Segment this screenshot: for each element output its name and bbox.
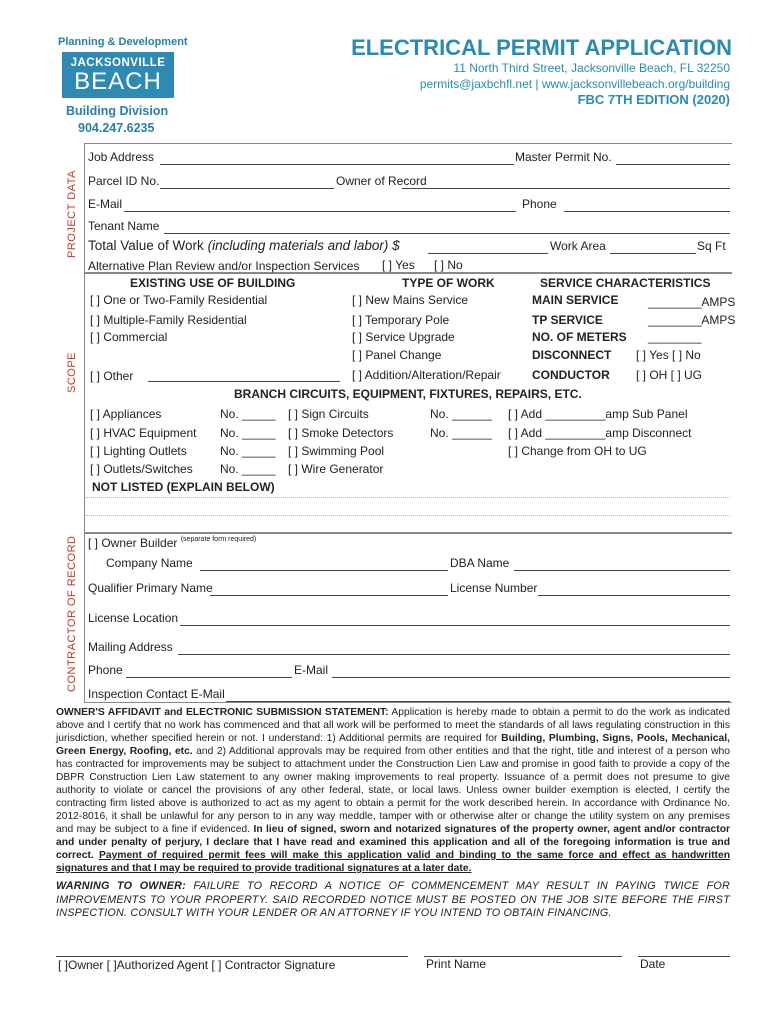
logo-line2: BEACH [74, 68, 162, 95]
tenant-name-label: Tenant Name [88, 219, 160, 233]
signature-role-label: [ ]Owner [ ]Authorized Agent [ ] Contractor Signature [58, 958, 336, 972]
main-service-label: MAIN SERVICE [532, 293, 619, 307]
work-area-input[interactable] [610, 253, 696, 254]
affidavit-permit-types: Building, Plumbing, Signs, Pools, Mechanical, Green Energy, Roofing, etc. [56, 733, 730, 757]
master-permit-label: Master Permit No. [515, 150, 612, 164]
office-contact: permits@jaxbchfl.net | www.jacksonvillebeach.org/building [419, 77, 730, 91]
city-logo [62, 52, 174, 98]
work-type-option[interactable]: [ ] New Mains Service [352, 293, 469, 307]
project-phone-label: Phone [522, 197, 557, 211]
master-permit-input[interactable] [616, 164, 730, 165]
contractor-phone-label: Phone [88, 663, 123, 677]
total-value-note: (including materials and labor) $ [207, 238, 400, 253]
warning-text: FAILURE TO RECORD A NOTICE OF COMMENCEMENT MAY RESULT IN PAYING TWICE FOR IMPROVEMENTS TO YOUR PROPERTY. SAID RECORDED NOTICE MUST BE POSTED ON THE JOB SITE BEFORE THE FIRST INSPECTION. CONSULT WITH YOUR LENDER OR AN ATTORNEY IF YOU INTEND TO OBTAIN FINANCING. [56, 880, 730, 919]
total-value-input[interactable] [428, 253, 548, 254]
branch-count[interactable]: No. _____ [220, 444, 276, 458]
job-address-label: Job Address [88, 150, 155, 164]
qualifier-label: Qualifier Primary Name [88, 581, 213, 595]
mailing-address-label: Mailing Address [88, 640, 173, 654]
work-area-label: Work Area [550, 239, 606, 253]
dba-name-input[interactable] [514, 570, 730, 571]
disconnect-options[interactable]: [ ] Yes [ ] No [636, 348, 701, 362]
branch-option[interactable]: [ ] Wire Generator [288, 462, 384, 476]
division-phone: 904.247.6235 [78, 121, 155, 135]
license-number-label: License Number [450, 581, 538, 595]
branch-count[interactable]: No. ______ [430, 407, 493, 421]
owner-of-record-input[interactable] [402, 188, 730, 189]
branch-option[interactable]: [ ] Change from OH to UG [508, 444, 647, 458]
work-type-option[interactable]: [ ] Service Upgrade [352, 330, 455, 344]
tp-service-label: TP SERVICE [532, 313, 603, 327]
owner-builder-note: (separate form required) [180, 536, 257, 543]
existing-use-option[interactable]: [ ] Commercial [90, 330, 168, 344]
alt-plan-yes-checkbox[interactable]: [ ] Yes [382, 258, 415, 272]
date-label: Date [640, 957, 666, 971]
inspection-email-input[interactable] [226, 701, 730, 702]
owner-warning [56, 880, 730, 921]
owner-affidavit [56, 706, 730, 875]
branch-option[interactable]: [ ] Add _________amp Sub Panel [508, 407, 688, 421]
company-name-label: Company Name [106, 556, 193, 570]
explain-line[interactable] [86, 497, 730, 498]
project-phone-input[interactable] [564, 211, 730, 212]
code-edition: FBC 7TH EDITION (2020) [577, 92, 730, 107]
alt-plan-no-checkbox[interactable]: [ ] No [434, 258, 463, 272]
work-type-option[interactable]: [ ] Panel Change [352, 348, 442, 362]
existing-use-option[interactable]: [ ] One or Two-Family Residential [90, 293, 268, 307]
disconnect-label: DISCONNECT [532, 348, 612, 362]
logo-line1: JACKSONVILLE [70, 57, 166, 69]
scope-label: SCOPE [66, 351, 78, 393]
work-type-option[interactable]: [ ] Temporary Pole [352, 313, 450, 327]
sq-ft-label: Sq Ft [697, 239, 726, 253]
existing-use-header: EXISTING USE OF BUILDING [130, 276, 296, 290]
work-type-addition[interactable]: [ ] Addition/Alteration/Repair [352, 368, 501, 382]
branch-header: BRANCH CIRCUITS, EQUIPMENT, FIXTURES, REPAIRS, ETC. [234, 387, 582, 401]
parcel-id-input[interactable] [160, 188, 334, 189]
contractor-email-label: E-Mail [294, 663, 329, 677]
total-value-label [88, 238, 400, 253]
dba-name-label: DBA Name [450, 556, 510, 570]
owner-builder-label: [ ] Owner Builder [88, 536, 178, 550]
project-email-label: E-Mail [88, 197, 123, 211]
parcel-id-label: Parcel ID No. [88, 174, 160, 188]
form-title: ELECTRICAL PERMIT APPLICATION [351, 35, 732, 60]
contractor-phone-input[interactable] [126, 677, 292, 678]
project-email-input[interactable] [124, 211, 516, 212]
office-address: 11 North Third Street, Jacksonville Beach, FL 32250 [453, 61, 730, 75]
qualifier-input[interactable] [210, 595, 448, 596]
branch-option[interactable]: [ ] Swimming Pool [288, 444, 385, 458]
signature-input[interactable] [56, 956, 408, 957]
branch-option[interactable]: [ ] Add _________amp Disconnect [508, 426, 692, 440]
explain-line[interactable] [86, 515, 730, 516]
branch-count[interactable]: No. _____ [220, 407, 276, 421]
company-name-input[interactable] [200, 570, 448, 571]
owner-builder-checkbox[interactable] [88, 536, 256, 550]
affidavit-text: Application is hereby made to obtain a permit to do the work as indicated above and I certify that no work has commenced and that all work will be performed to meet the standards of all laws regulating construction in this jurisdiction, whether specified herein or not. I understand: 1) Additional permits are required for [56, 707, 730, 744]
branch-option[interactable]: [ ] Smoke Detectors [288, 426, 394, 440]
warning-heading: WARNING TO OWNER: [56, 880, 186, 892]
inspection-email-label: Inspection Contact E-Mail [88, 687, 225, 701]
scope-section [84, 273, 732, 533]
branch-option[interactable]: [ ] HVAC Equipment [90, 426, 197, 440]
affidavit-text: and 2) Additional approvals may be required from other entities and that the right, title and interest of a person who has contracted for improvements may be subject to attachment under the Construction Lien Law and promise in good faith to provide a copy of the DBPR Construction Lien Law statement to any owner making improvements to real property. Issuance of a permit does not presume to give authority to violate or cancel the provisions of any other federal, state, or local laws. Unless owner builder exemption is elected, I certify the contracting firm listed above is authorized to act as my agent to obtain a permit for the work described herein. In accordance with Ordinance No. 2012-8016, it shall be unlawful for any person to in any way meddle, tamper with or otherwise alter or change the utility system on any premises and may be subject to a fine if evidenced. [56, 746, 730, 835]
main-service-amps[interactable]: ________AMPS [648, 295, 736, 309]
print-name-label: Print Name [426, 957, 487, 971]
conductor-options[interactable]: [ ] OH [ ] UG [636, 368, 703, 382]
branch-option[interactable]: [ ] Appliances [90, 407, 162, 421]
other-use-checkbox[interactable]: [ ] Other [90, 369, 134, 383]
license-number-input[interactable] [538, 595, 730, 596]
project-data-label: PROJECT DATA [66, 170, 78, 258]
branch-count[interactable]: No. _____ [220, 462, 276, 476]
job-address-input[interactable] [160, 164, 514, 165]
alt-plan-label: Alternative Plan Review and/or Inspection Services [88, 259, 360, 273]
meters-input[interactable]: ________ [648, 330, 702, 344]
branch-count[interactable]: No. ______ [430, 426, 493, 440]
service-header: SERVICE CHARACTERISTICS [540, 276, 711, 290]
branch-option[interactable]: [ ] Outlets/Switches [90, 462, 193, 476]
not-listed-label: NOT LISTED (EXPLAIN BELOW) [92, 480, 275, 494]
contractor-label: CONTRACTOR OF RECORD [66, 535, 78, 692]
contractor-email-input[interactable] [332, 677, 730, 678]
license-location-input[interactable] [180, 625, 730, 626]
branch-option[interactable]: [ ] Sign Circuits [288, 407, 369, 421]
department-label: Planning & Development [58, 36, 188, 48]
affidavit-heading: OWNER'S AFFIDAVIT and ELECTRONIC SUBMISSION STATEMENT: [56, 707, 389, 718]
mailing-address-input[interactable] [178, 654, 730, 655]
conductor-label: CONDUCTOR [532, 368, 610, 382]
meters-label: NO. OF METERS [532, 330, 627, 344]
other-use-input[interactable] [148, 381, 340, 382]
affidavit-declaration: In lieu of signed, sworn and notarized signatures of the property owner, agent and/or contractor and under penalty of perjury, I declare that I have read and examined this application and all of the foregoing information is true and correct. [56, 824, 730, 861]
total-value-text: Total Value of Work [88, 238, 204, 253]
branch-count[interactable]: No. _____ [220, 426, 276, 440]
affidavit-payment-clause: Payment of required permit fees will make this application valid and binding to the same force and effect as handwritten signatures and that I may be required to provide traditional signatures at a later date. [56, 850, 730, 874]
existing-use-option[interactable]: [ ] Multiple-Family Residential [90, 313, 247, 327]
tenant-name-input[interactable] [164, 233, 730, 234]
branch-option[interactable]: [ ] Lighting Outlets [90, 444, 187, 458]
tp-service-amps[interactable]: ________AMPS [648, 313, 736, 327]
license-location-label: License Location [88, 611, 179, 625]
division-label: Building Division [66, 104, 169, 118]
owner-of-record-label: Owner of Record [336, 174, 427, 188]
type-of-work-header: TYPE OF WORK [402, 276, 495, 290]
